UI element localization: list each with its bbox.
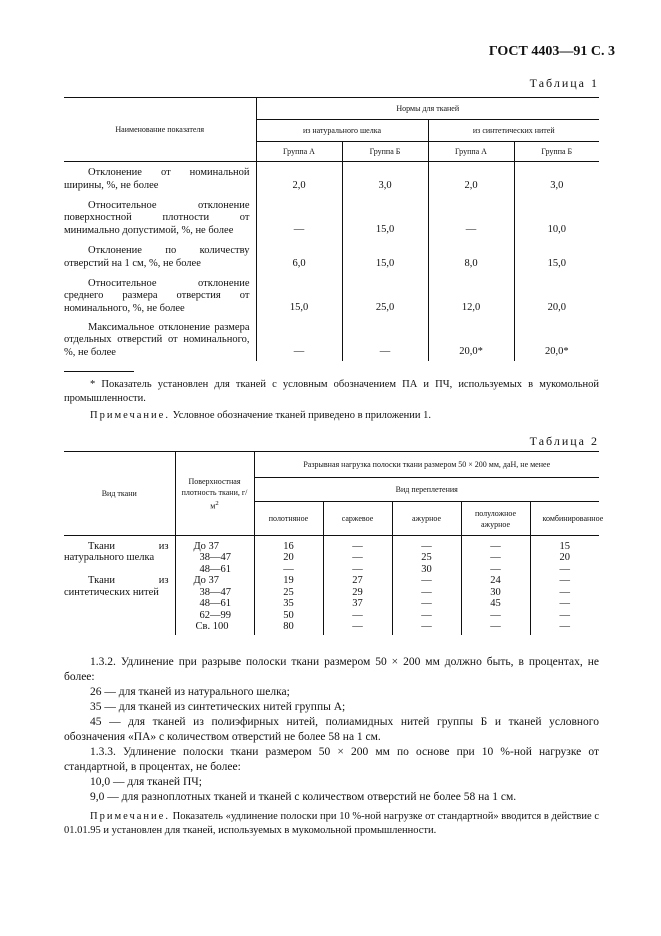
row-label: Отклонение от номинальной ширины, %, не более	[64, 167, 250, 191]
cell: 15,0	[342, 196, 428, 240]
cell: —	[254, 564, 323, 576]
cell: 30	[461, 587, 530, 599]
table1	[64, 97, 599, 361]
cell: —	[530, 564, 599, 576]
cell: 3,0	[342, 162, 428, 196]
cell: 80	[254, 621, 323, 635]
density: Св. 100	[175, 621, 254, 635]
cell: 45	[461, 598, 530, 610]
cell: 16	[254, 541, 323, 553]
list-item: 35 — для тканей из синтетических нитей группы А;	[90, 701, 346, 713]
row-label: Относительное отклонение поверхностной плотности от минимально допустимой, %, не более	[64, 199, 250, 236]
density: 62—99	[175, 610, 254, 622]
footnote-rule	[64, 371, 134, 372]
table2	[64, 451, 604, 635]
col-weave: Вид переплетения	[254, 478, 599, 502]
cell: —	[530, 610, 599, 622]
row-label: Максимальное отклонение размера отдельных отверстий от номинального, %, не более	[64, 321, 250, 358]
density: 38—47	[175, 587, 254, 599]
cell: 20,0*	[428, 318, 514, 362]
col-indicator: Наименование показателя	[64, 98, 256, 162]
cell: —	[461, 564, 530, 576]
cell: 8,0	[428, 240, 514, 274]
table-row	[64, 274, 599, 318]
cell: 15	[530, 541, 599, 553]
density: 48—61	[175, 598, 254, 610]
note2-text: Показатель «удлинение полоски при 10 %-ной нагрузке от стандартной» вводится в действие с 01.01.95 и установлен для тканей, используемых в мукомольной промышленности.	[64, 811, 599, 836]
cell: —	[392, 541, 461, 553]
cell: 24	[461, 575, 530, 587]
table-row	[64, 162, 599, 196]
list-item: 9,0 — для разноплотных тканей и тканей с количеством отверстий не более 58 на 1 см.	[90, 791, 517, 803]
row-label: Отклонение по количеству отверстий на 1 см, %, не более	[64, 245, 250, 269]
table-row	[64, 240, 599, 274]
cell: 30	[392, 564, 461, 576]
footnote: * Показатель установлен для тканей с условным обозначением ПА и ПЧ, используемых в мукомольной промышленности.	[64, 379, 599, 404]
col-density-label: Поверхностная плотность ткани, г/м	[181, 476, 248, 511]
cell: —	[323, 552, 392, 564]
cell: 20,0*	[514, 318, 599, 362]
cell: —	[323, 541, 392, 553]
cell: 25	[254, 587, 323, 599]
cell: 19	[254, 575, 323, 587]
table-row	[64, 575, 599, 587]
col-density-sup: 2	[215, 499, 219, 507]
col-norms: Нормы для тканей	[256, 98, 599, 120]
cell: —	[342, 318, 428, 362]
cell: 25,0	[342, 274, 428, 318]
col-fabric: Вид ткани	[64, 452, 175, 536]
page-header: ГОСТ 4403—91 С. 3	[488, 44, 615, 59]
cell: —	[392, 575, 461, 587]
cell: 27	[323, 575, 392, 587]
cell: 12,0	[428, 274, 514, 318]
cell: 6,0	[256, 240, 342, 274]
cell: 37	[323, 598, 392, 610]
cell: —	[461, 552, 530, 564]
cell: 15,0	[256, 274, 342, 318]
note2-label: Примечание.	[90, 811, 170, 822]
para-1-3-2: 1.3.2. Удлинение при разрыве полоски ткани размером 50 × 200 мм должно быть, в процентах, не более:	[64, 656, 599, 683]
table-row	[64, 318, 599, 362]
density: 38—47	[175, 552, 254, 564]
cell: —	[323, 610, 392, 622]
group-header: Группа А	[256, 142, 342, 162]
cell: —	[392, 621, 461, 635]
cell: 2,0	[256, 162, 342, 196]
cell: 3,0	[514, 162, 599, 196]
note1-label: Примечание.	[90, 410, 170, 421]
cell: —	[392, 587, 461, 599]
weave-header: полотняное	[254, 502, 323, 536]
weave-header: саржевое	[323, 502, 392, 536]
cell: 20	[254, 552, 323, 564]
weave-header: полуложное ажурное	[461, 502, 530, 536]
fabric-silk: Ткани из натурального шелка	[64, 540, 169, 563]
row-label: Относительное отклонение среднего размера отверстия от номинального, %, не более	[64, 277, 250, 314]
note1	[90, 408, 431, 423]
density: До 37	[175, 575, 254, 587]
cell: 15,0	[514, 240, 599, 274]
col-synthetic: из синтетических нитей	[428, 120, 599, 142]
cell: 50	[254, 610, 323, 622]
cell: —	[461, 610, 530, 622]
cell: —	[323, 621, 392, 635]
cell: —	[530, 621, 599, 635]
cell: —	[392, 610, 461, 622]
fabric-synth: Ткани из синтетических нитей	[64, 575, 169, 598]
cell: —	[392, 598, 461, 610]
cell: 10,0	[514, 196, 599, 240]
weave-header: ажурное	[392, 502, 461, 536]
table2-caption: Таблица 2	[529, 434, 599, 448]
col-load: Разрывная нагрузка полоски ткани размером 50 × 200 мм, даН, не менее	[254, 452, 599, 478]
cell: —	[461, 621, 530, 635]
cell: 20,0	[514, 274, 599, 318]
weave-header: комбинированное	[530, 502, 599, 536]
group-header: Группа Б	[514, 142, 599, 162]
group-header: Группа Б	[342, 142, 428, 162]
density: До 37	[175, 541, 254, 553]
cell: —	[256, 318, 342, 362]
density: 48—61	[175, 564, 254, 576]
cell: —	[461, 541, 530, 553]
col-density	[175, 452, 254, 536]
cell: —	[530, 598, 599, 610]
list-item: 45 — для тканей из полиэфирных нитей, полиамидных нитей группы Б и тканей условного обозначения «ПА» с количеством отверстий не более 58 на 1 см.	[64, 716, 599, 743]
para-1-3-3: 1.3.3. Удлинение полоски ткани размером 50 × 200 мм по основе при 10 %-ной нагрузке от стандартной, в процентах, не более:	[64, 746, 599, 773]
cell: —	[530, 587, 599, 599]
cell: 15,0	[342, 240, 428, 274]
list-item: 26 — для тканей из натурального шелка;	[90, 686, 290, 698]
list-item: 10,0 — для тканей ПЧ;	[90, 776, 202, 788]
table1-caption: Таблица 1	[529, 76, 599, 90]
table-row	[64, 541, 599, 553]
cell: 29	[323, 587, 392, 599]
text-body	[64, 655, 599, 837]
cell: 25	[392, 552, 461, 564]
cell: —	[323, 564, 392, 576]
cell: 2,0	[428, 162, 514, 196]
cell: —	[530, 575, 599, 587]
group-header: Группа А	[428, 142, 514, 162]
col-silk: из натурального шелка	[256, 120, 428, 142]
table-row	[64, 196, 599, 240]
cell: 35	[254, 598, 323, 610]
note2	[64, 810, 599, 837]
cell: —	[256, 196, 342, 240]
note1-text: Условное обозначение тканей приведено в приложении 1.	[172, 410, 432, 421]
cell: 20	[530, 552, 599, 564]
cell: —	[428, 196, 514, 240]
